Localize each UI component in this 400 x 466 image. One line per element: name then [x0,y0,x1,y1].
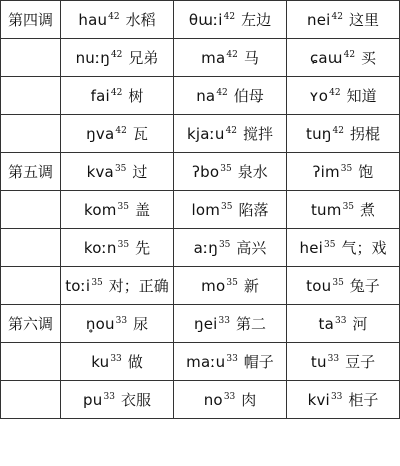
tone-number: 35 [220,164,232,174]
tone-number: 42 [223,12,236,22]
chinese-gloss: 拐棍 [349,125,380,143]
ipa-transcription: nuːŋ [75,49,110,67]
tone-number: 33 [327,354,340,364]
ipa-transcription: kva [86,163,114,181]
ipa-transcription: ku [91,353,110,371]
chinese-gloss: 盖 [134,201,150,219]
example-word-cell [287,267,400,305]
tone-number: 35 [342,202,355,212]
example-word-cell [287,1,400,39]
ipa-transcription: toːi [65,277,91,295]
chinese-gloss: 尿 [133,315,149,333]
tone-number: 42 [343,50,356,60]
example-word-cell [61,1,174,39]
tone-number: 35 [91,278,103,288]
example-word-cell [287,343,400,381]
tone-number: 42 [115,126,127,136]
chinese-gloss: 知道 [346,87,377,105]
example-word-cell [174,153,287,191]
example-word-cell [61,39,174,77]
ipa-transcription: ta [318,315,334,333]
example-word-cell [174,267,287,305]
table-row [1,343,400,381]
example-word-cell [287,153,400,191]
chinese-gloss: 树 [128,87,144,105]
ipa-transcription: θɯːi [188,11,223,29]
chinese-gloss: 水稻 [125,11,156,29]
example-word-cell [287,381,400,419]
chinese-gloss: 兄弟 [128,49,159,67]
example-word-cell [174,115,287,153]
tone-category-cell [1,77,61,115]
tone-number: 33 [115,316,128,326]
ipa-transcription: kom [83,201,117,219]
ipa-transcription: n̥ou [85,315,115,333]
example-word-cell [174,305,287,343]
chinese-gloss: 这里 [348,11,379,29]
example-word-cell [61,229,174,267]
table-row [1,39,400,77]
table-row [1,191,400,229]
example-word-cell [174,229,287,267]
chinese-gloss: 马 [243,49,259,67]
chinese-gloss: 先 [135,239,151,257]
tone-number: 33 [330,392,343,402]
ipa-transcription: fai [90,87,110,105]
example-word-cell [174,191,287,229]
tone-number: 35 [218,240,231,250]
ipa-transcription: tuŋ [306,125,332,143]
example-word-cell [61,381,174,419]
ipa-transcription: tum [310,201,342,219]
tone-number: 42 [331,12,343,22]
table-row [1,77,400,115]
ipa-transcription: aːŋ [193,239,218,257]
table-row [1,381,400,419]
chinese-gloss: 伯母 [233,87,264,105]
tone-category-cell: 第五调 [1,153,61,191]
chinese-gloss: 第二 [235,315,266,333]
tone-number: 35 [221,202,233,212]
ipa-transcription: pu [83,391,103,409]
tone-category-cell [1,343,61,381]
tone-category-cell [1,229,61,267]
example-word-cell [61,77,174,115]
tone-number: 35 [332,278,344,288]
tone-number: 35 [340,164,353,174]
tone-number: 42 [332,126,344,136]
tone-number: 42 [329,88,341,98]
example-word-cell [61,191,174,229]
ipa-transcription: tou [306,277,332,295]
chinese-gloss: 买 [361,49,377,67]
tone-number: 42 [108,12,120,22]
ipa-transcription: hau [78,11,108,29]
tone-category-cell [1,267,61,305]
tone-category-cell [1,191,61,229]
example-word-cell [287,191,400,229]
tone-number: 42 [226,50,238,60]
tone-number: 33 [218,316,230,326]
tone-number: 33 [110,354,122,364]
ipa-transcription: ʏo [309,87,329,105]
example-word-cell [61,305,174,343]
chinese-gloss: 泉水 [237,163,268,181]
example-word-cell [61,153,174,191]
table-row [1,229,400,267]
tone-category-cell: 第六调 [1,305,61,343]
chinese-gloss: 河 [352,315,368,333]
ipa-transcription: kjaːu [186,125,225,143]
ipa-transcription: ɕaɯ [309,49,343,67]
ipa-transcription: ʔbo [192,163,220,181]
chinese-gloss: 柜子 [348,391,379,409]
chinese-gloss: 气；戏 [341,239,387,257]
tone-number: 42 [110,88,123,98]
chinese-gloss: 兔子 [349,277,380,295]
example-word-cell [174,381,287,419]
ipa-transcription: kvi [307,391,330,409]
chinese-gloss: 对；正确 [108,277,169,295]
chinese-gloss: 帽子 [243,353,274,371]
table-row [1,267,400,305]
ipa-transcription: ŋva [86,125,115,143]
example-word-cell [174,1,287,39]
ipa-transcription: ʔim [312,163,340,181]
tone-category-cell [1,115,61,153]
example-word-cell [174,39,287,77]
chinese-gloss: 饱 [358,163,374,181]
example-word-cell [61,343,174,381]
tone-number: 33 [103,392,115,402]
table-body [1,1,400,419]
chinese-gloss: 肉 [241,391,257,409]
example-word-cell [174,343,287,381]
example-word-cell [61,267,174,305]
table-row [1,305,400,343]
table-row [1,115,400,153]
chinese-gloss: 搅拌 [243,125,274,143]
chinese-gloss: 煮 [360,201,376,219]
tone-category-cell [1,381,61,419]
chinese-gloss: 高兴 [236,239,267,257]
ipa-transcription: ŋei [194,315,218,333]
tone-number: 35 [226,278,238,288]
ipa-transcription: tu [310,353,327,371]
tone-number: 35 [114,164,127,174]
chinese-gloss: 瓦 [132,125,148,143]
tone-number: 33 [226,354,238,364]
example-word-cell [287,39,400,77]
example-word-cell [287,115,400,153]
ipa-transcription: lom [191,201,221,219]
example-word-cell [61,115,174,153]
tone-number: 35 [117,240,130,250]
example-word-cell [287,77,400,115]
tone-category-cell: 第四调 [1,1,61,39]
example-word-cell [287,229,400,267]
tone-number: 35 [324,240,336,250]
ipa-transcription: na [196,87,216,105]
chinese-gloss: 过 [132,163,148,181]
table-row [1,153,400,191]
tone-category-cell [1,39,61,77]
ipa-transcription: no [203,391,223,409]
tone-number: 42 [225,126,238,136]
tone-number: 35 [117,202,129,212]
ipa-transcription: maːu [186,353,226,371]
ipa-transcription: koːn [83,239,117,257]
table-row [1,1,400,39]
chinese-gloss: 衣服 [120,391,151,409]
tone-number: 33 [335,316,347,326]
ipa-transcription: hei [299,239,324,257]
example-word-cell [174,77,287,115]
example-word-cell [287,305,400,343]
chinese-gloss: 左边 [241,11,272,29]
tone-number: 42 [216,88,228,98]
chinese-gloss: 做 [127,353,143,371]
tone-number: 33 [223,392,236,402]
ipa-transcription: nei [307,11,331,29]
chinese-gloss: 豆子 [345,353,376,371]
ipa-transcription: mo [201,277,226,295]
chinese-gloss: 陷落 [238,201,269,219]
ipa-transcription: ma [201,49,226,67]
chinese-gloss: 新 [243,277,259,295]
tone-number: 42 [110,50,123,60]
